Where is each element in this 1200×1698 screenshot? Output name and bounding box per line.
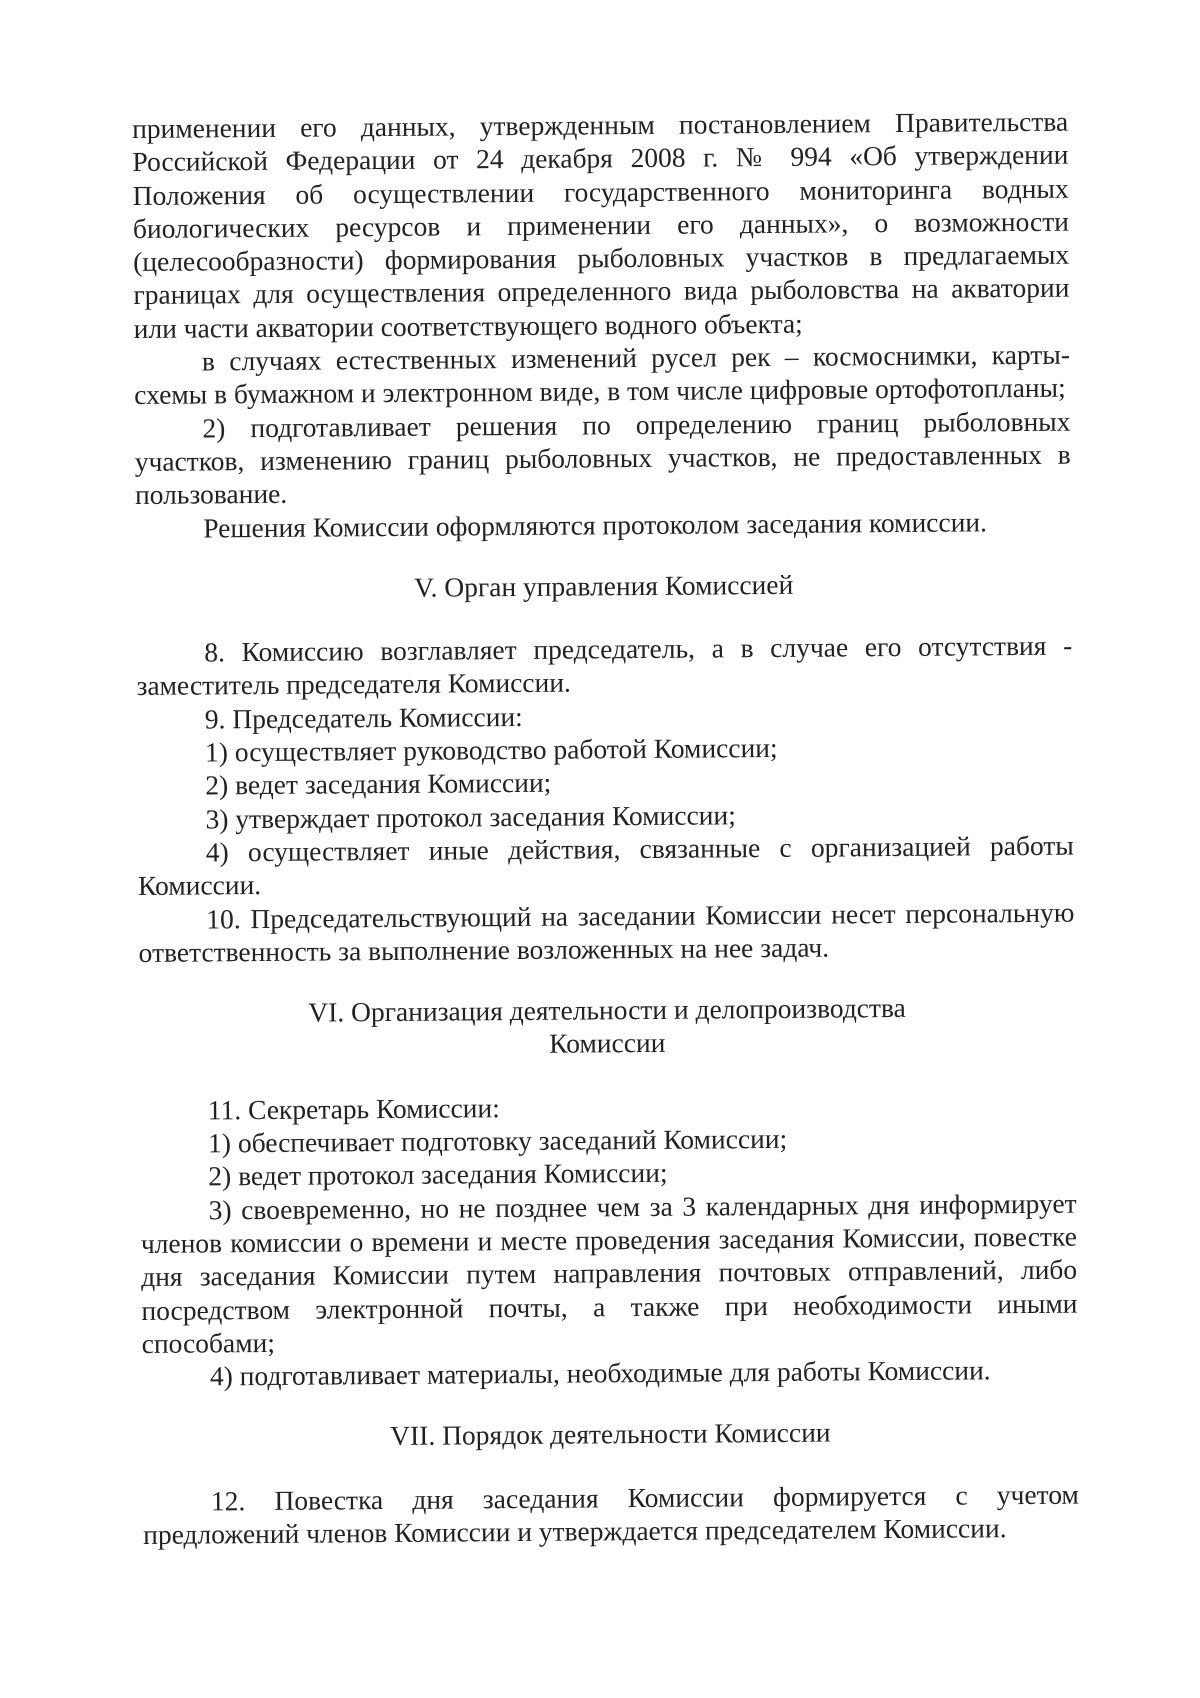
paragraph-9-item-2: 2) ведет заседания Комиссии; [205,767,552,801]
paragraph-monitoring-data: применении его данных, утвержденным постановлением Правительства Российской Федерации от 24 декабря 2008 г. № 994 «Об утверждении Положения об осуществлении государственного мониторинга водных биологических ресурсов и применении его данных», о возможности (целесообразности) формирования рыболовных участков в предлагаемых границах для осуществления определенного вида рыболовства на акватории или части акватории соответствующего водного объекта; [132,105,1070,344]
paragraph-9-item-4: 4) осуществляет иные действия, связанные с организацией работы Комиссии. [137,829,1074,902]
section-heading-vii: VII. Порядок деятельности Комиссии [390,1416,831,1452]
paragraph-12: 12. Повестка дня заседания Комиссии формируется с учетом предложений членов Комиссии и утверждается председателем Комиссии. [143,1478,1080,1550]
paragraph-9-item-1: 1) осуществляет руководство работой Комиссии; [204,731,778,768]
section-heading-v: V. Орган управления Комиссией [414,568,794,603]
paragraph-11-item-4: 4) подготавливает материалы, необходимые для работы Комиссии. [209,1354,991,1392]
paragraph-boundary-decisions: 2) подготавливает решения по определению границ рыболовных участков, изменению границ рыболовных участков, не предоставленных в пользование. [134,405,1071,511]
paragraph-11-item-1: 1) обеспечивает подготовку заседаний Комиссии; [207,1122,788,1159]
paragraph-10: 10. Председательствующий на заседании Комиссии несет персональную ответственность за выполнение возложенных на нее задач. [138,896,1075,968]
paragraph-11-item-2: 2) ведет протокол заседания Комиссии; [208,1157,668,1192]
paragraph-9: 9. Председатель Комиссии: [204,700,523,735]
document-body [132,105,1079,1552]
paragraph-9-item-3: 3) утверждает протокол заседания Комиссии; [205,798,736,835]
section-heading-vi-line-1: VI. Организация деятельности и делопроизводства [308,992,906,1028]
paragraph-river-changes: в случаях естественных изменений русел рек – космоснимки, карты-схемы в бумажном и электронном виде, в том числе цифровые ортофотопланы; [134,338,1071,411]
paragraph-decisions-protocol: Решения Комиссии оформляются протоколом заседания комиссии. [203,505,988,544]
paragraph-11-item-3: 3) своевременно, но не позднее чем за 3 календарных дня информирует членов комиссии о времени и месте проведения заседания Комиссии, повестке дня заседания Комиссии путем направления почтовых отправлений, либо посредством электронной почты, а также при необходимости иными способами; [140,1187,1078,1359]
section-heading-vi-line-2: Комиссии [549,1027,666,1060]
paragraph-11: 11. Секретарь Комиссии: [207,1091,500,1126]
paragraph-8: 8. Комиссию возглавляет председатель, а в случае его отсутствия - заместитель председателя Комиссии. [136,629,1073,702]
